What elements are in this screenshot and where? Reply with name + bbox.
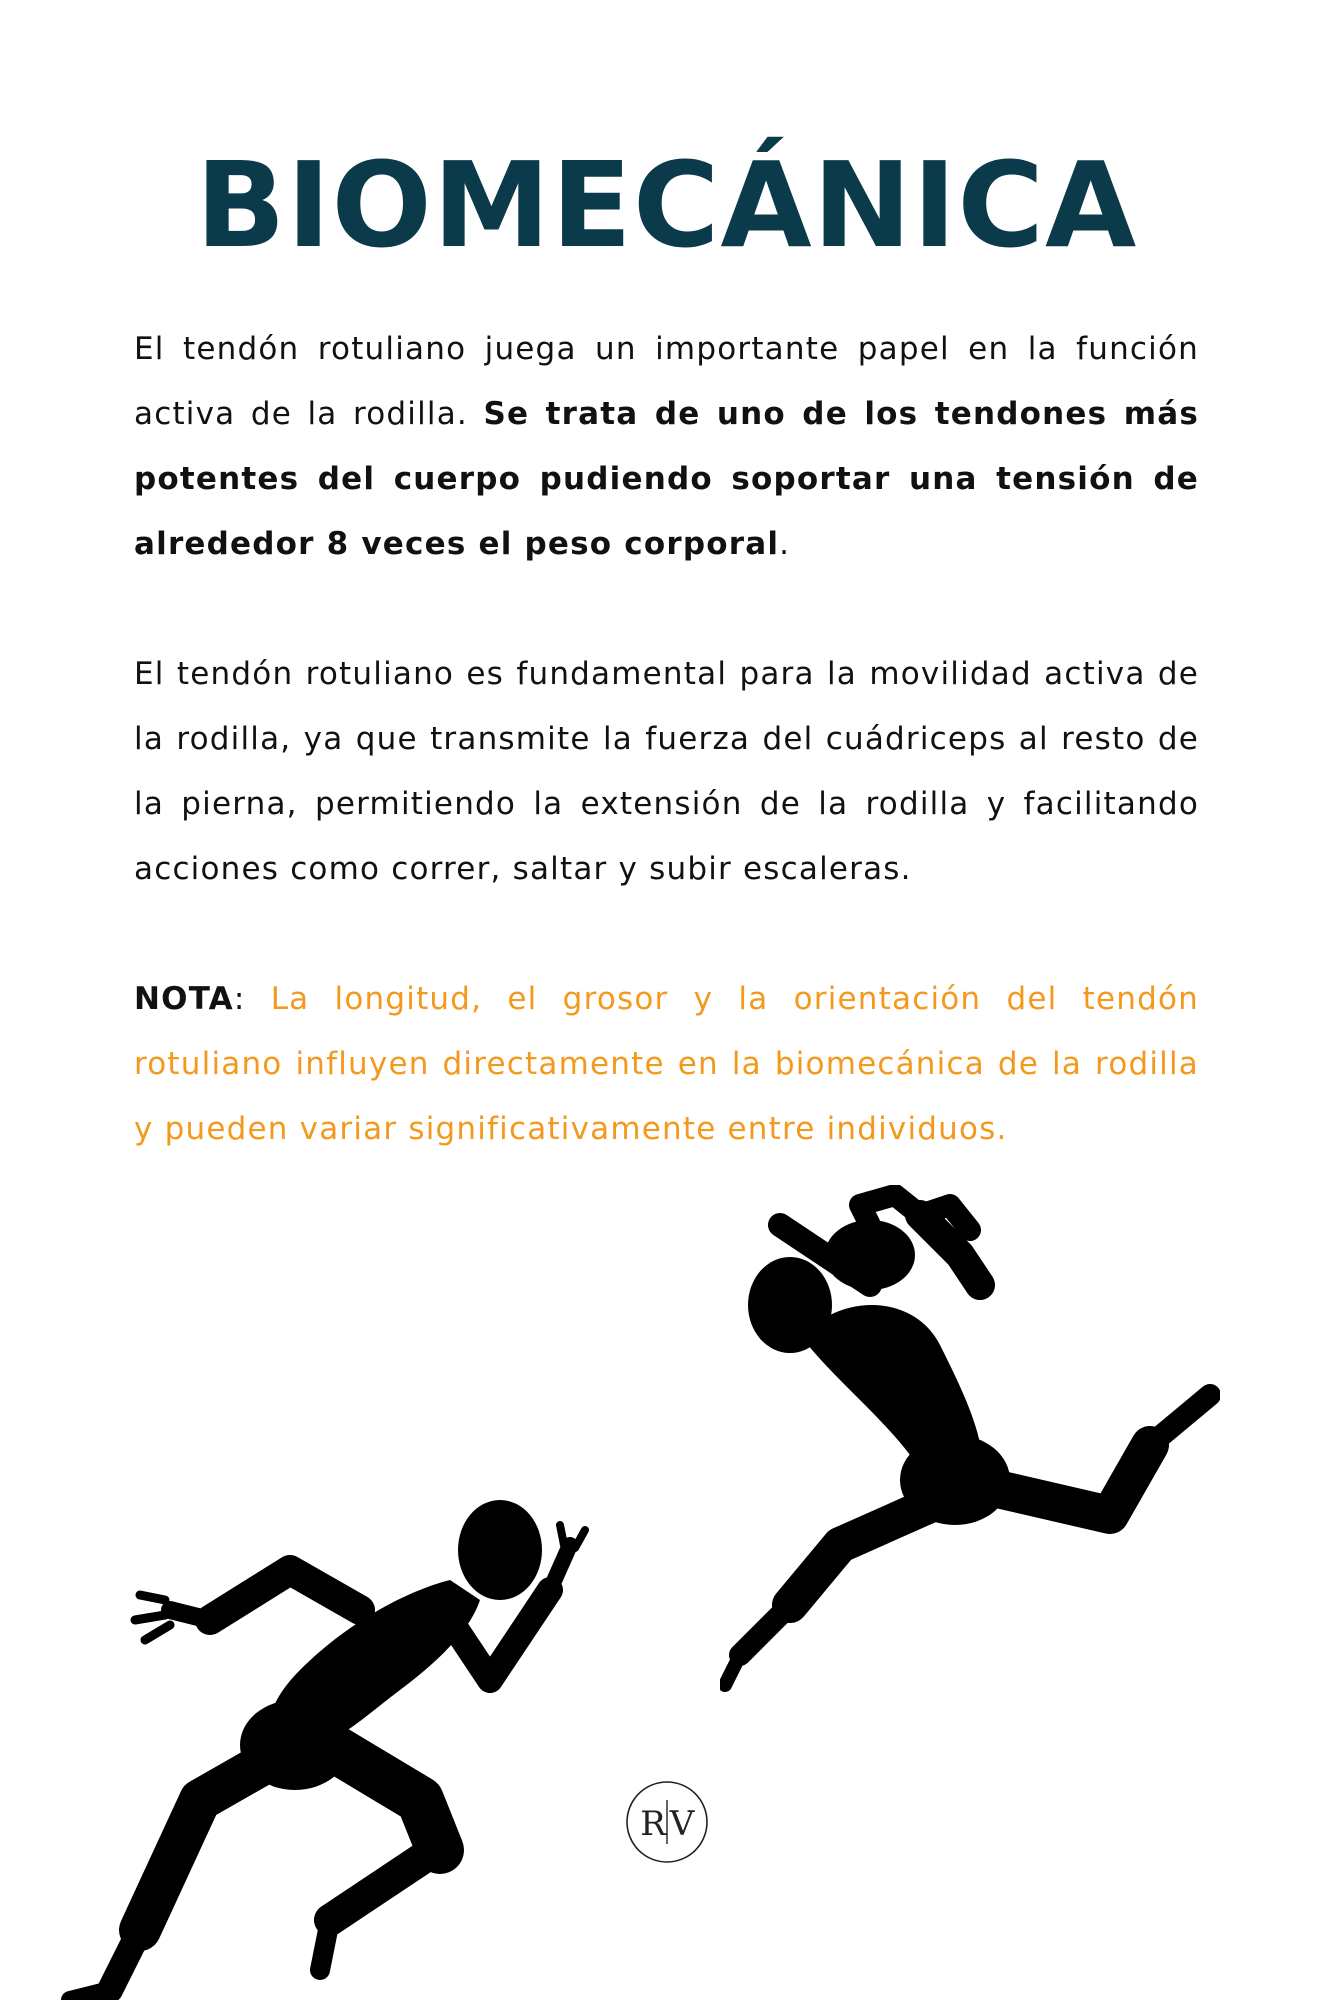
note-paragraph — [134, 967, 1199, 1162]
note-label: NOTA — [134, 981, 234, 1017]
jumper-silhouette-icon — [720, 1185, 1220, 1705]
sprinter-silhouette-icon — [30, 1470, 610, 2000]
paragraph-intro-end: . — [779, 526, 791, 562]
paragraph-intro-regular: El tendón rotuliano juega un importante papel en la función activa de la rodilla. — [134, 331, 1199, 432]
note-text: La longitud, el grosor y la orientación del tendón rotuliano influyen directamente en la biomecánica de la rodilla y pueden variar significativamente entre individuos. — [134, 981, 1199, 1147]
logo-letter-v: V — [669, 1804, 695, 1844]
page-title: BIOMECÁNICA — [195, 136, 1138, 274]
logo-letter-r: R — [640, 1804, 666, 1844]
rv-logo-icon — [625, 1780, 709, 1864]
paragraph-function: El tendón rotuliano es fundamental para la movilidad activa de la rodilla, ya que transmite la fuerza del cuádriceps al resto de la pierna, permitiendo la extensión de la rodilla y facilitando acciones como correr, saltar y subir escaleras. — [134, 656, 1199, 887]
note-separator: : — [233, 981, 271, 1017]
paragraph-intro — [134, 317, 1199, 577]
paragraph-intro-bold: Se trata de uno de los tendones más potentes del cuerpo pudiendo soportar una tensión de alrededor 8 veces el peso corporal — [134, 396, 1199, 562]
